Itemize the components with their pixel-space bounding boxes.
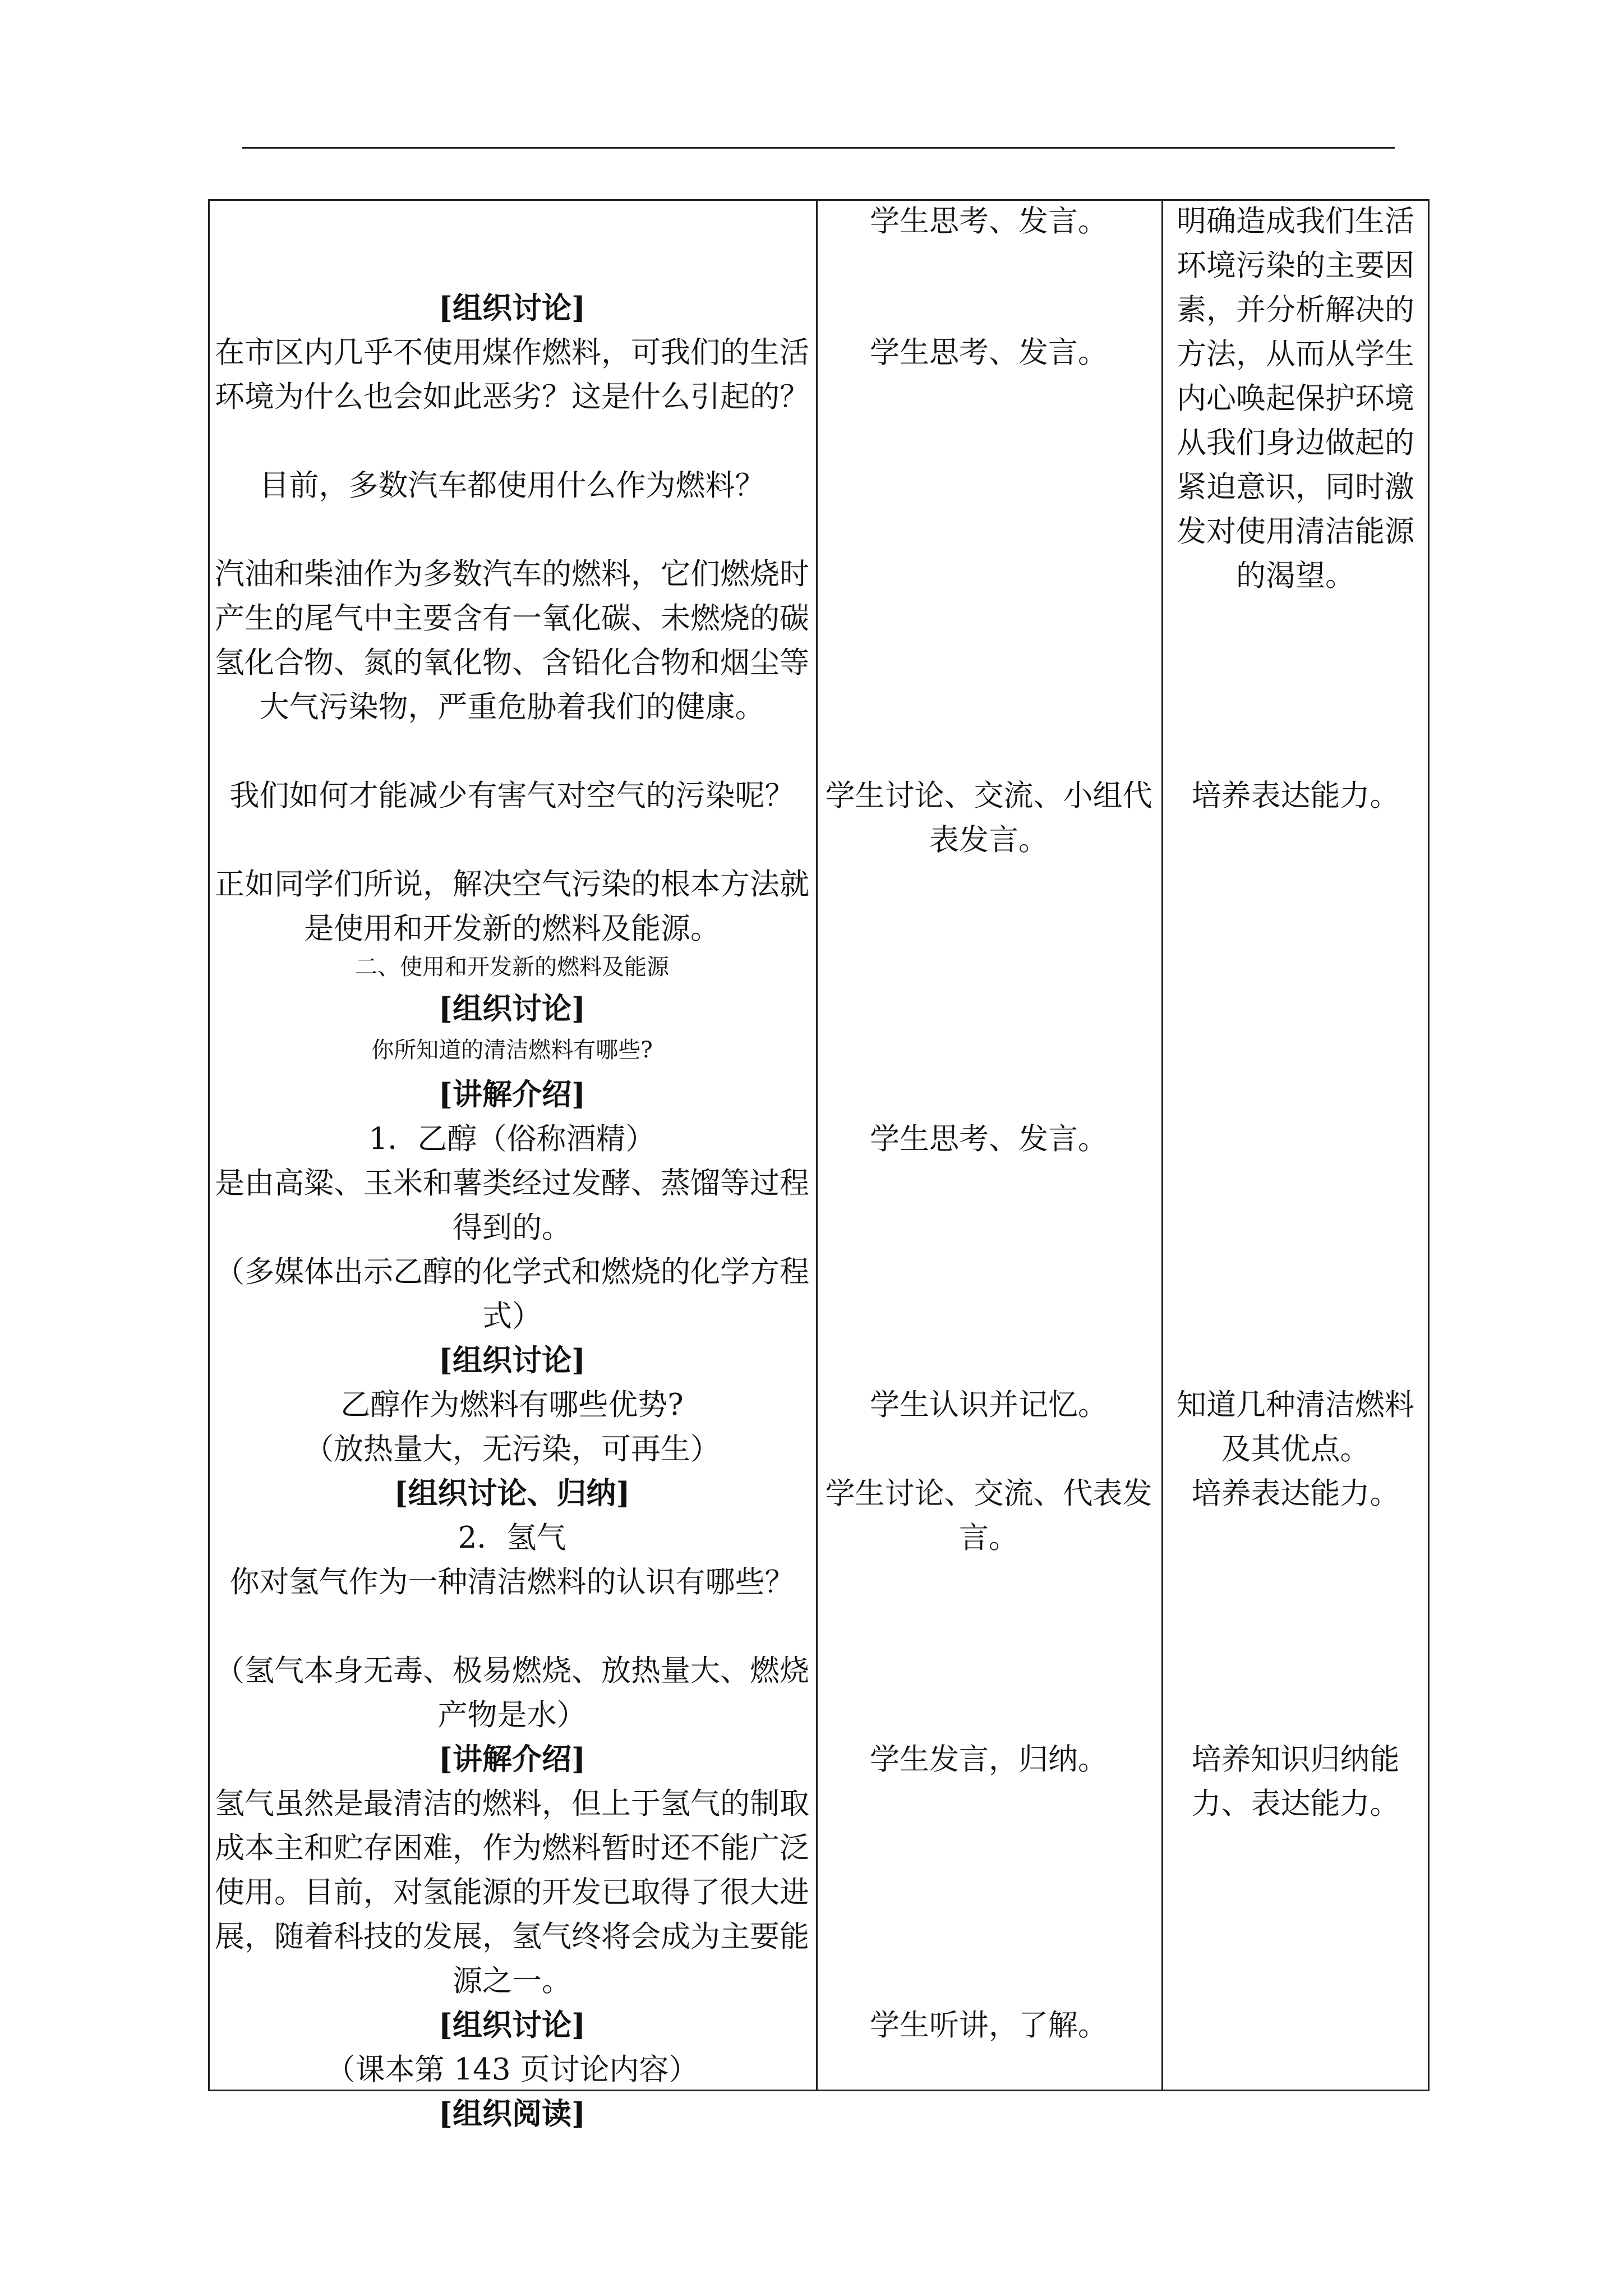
design-intent: 培养表达能力。 xyxy=(1191,1476,1400,1511)
paragraph: 我们如何才能减少有害气对空气的污染呢？ xyxy=(229,779,795,813)
student-activity: 学生听讲，了解。 xyxy=(870,2008,1108,2042)
column-divider xyxy=(1161,199,1163,2091)
paragraph: 你对氢气作为一种清洁燃料的认识有哪些？ xyxy=(229,1565,795,1599)
paragraph: （放热量大，无污染，可再生） xyxy=(304,1432,720,1466)
paragraph: 正如同学们所说，解决空气污染的根本方法就是使用和开发新的燃料及能源。 xyxy=(215,867,809,946)
heading-lecture: [讲解介绍] xyxy=(438,1077,586,1112)
student-activity: 学生思考、发言。 xyxy=(870,1122,1108,1156)
paragraph: 氢气虽然是最清洁的燃料，但上于氢气的制取成本主和贮存困难，作为燃料暂时还不能广泛使用。目前，对氢能源的开发已取得了很大进展，随着科技的发展，氢气终将会成为主要能源之一。 xyxy=(215,1787,809,1998)
paragraph: 汽油和柴油作为多数汽车的燃料，它们燃烧时产生的尾气中主要含有一氧化碳、未燃烧的碳氢化合物、氮的氧化物、含铅化合物和烟尘等大气污染物，严重危胁着我们的健康。 xyxy=(215,557,809,724)
paragraph: 在市区内几乎不使用煤作燃料，可我们的生活环境为什么也会如此恶劣？这是什么引起的？ xyxy=(215,335,809,414)
header-rule xyxy=(242,147,1395,149)
paragraph: 是由高粱、玉米和薯类经过发酵、蒸馏等过程得到的。 xyxy=(215,1166,809,1245)
heading-reading: [组织阅读] xyxy=(438,2096,586,2131)
list-item: 2．氢气 xyxy=(458,1521,566,1555)
heading-discussion: [组织讨论] xyxy=(438,1343,586,1378)
paragraph: （氢气本身无毒、极易燃烧、放热量大、燃烧产物是水） xyxy=(215,1654,809,1732)
paragraph: 目前，多数汽车都使用什么作为燃料？ xyxy=(259,468,765,503)
student-activity: 学生认识并记忆。 xyxy=(870,1388,1108,1422)
design-intent: 明确造成我们生活环境污染的主要因素，并分析解决的方法，从而从学生内心唤起保护环境从我们身边做起的紧迫意识，同时激发对使用清洁能源的渴望。 xyxy=(1177,204,1414,593)
column-divider xyxy=(816,199,818,2091)
question: 你所知道的清洁燃料有哪些? xyxy=(371,1037,653,1063)
design-intent: 培养表达能力。 xyxy=(1191,779,1400,813)
student-activity: 学生发言，归纳。 xyxy=(870,1742,1108,1777)
list-item: 1．乙醇（俗称酒精） xyxy=(368,1122,656,1156)
heading-lecture: [讲解介绍] xyxy=(438,1742,586,1777)
design-intent: 培养知识归纳能力、表达能力。 xyxy=(1191,1742,1400,1821)
heading-discussion: [组织讨论] xyxy=(438,2008,586,2042)
heading-discussion-summary: [组织讨论、归纳] xyxy=(394,1476,630,1511)
student-activity: 学生讨论、交流、小组代表发言。 xyxy=(825,779,1152,857)
paragraph: （多媒体出示乙醇的化学式和燃烧的化学方程式） xyxy=(215,1255,809,1333)
heading-discussion: [组织讨论] xyxy=(438,291,586,325)
design-intent: 知道几种清洁燃料及其优点。 xyxy=(1177,1388,1414,1466)
student-activity: 学生思考、发言。 xyxy=(870,335,1108,370)
heading-discussion: [组织讨论] xyxy=(438,991,586,1026)
paragraph: 乙醇作为燃料有哪些优势? xyxy=(340,1388,684,1422)
student-activity: 学生讨论、交流、代表发言。 xyxy=(825,1476,1152,1555)
paragraph: （课本第 143 页讨论内容） xyxy=(325,2053,699,2087)
section-title: 二、使用和开发新的燃料及能源 xyxy=(355,954,669,980)
student-activity: 学生思考、发言。 xyxy=(870,204,1108,238)
